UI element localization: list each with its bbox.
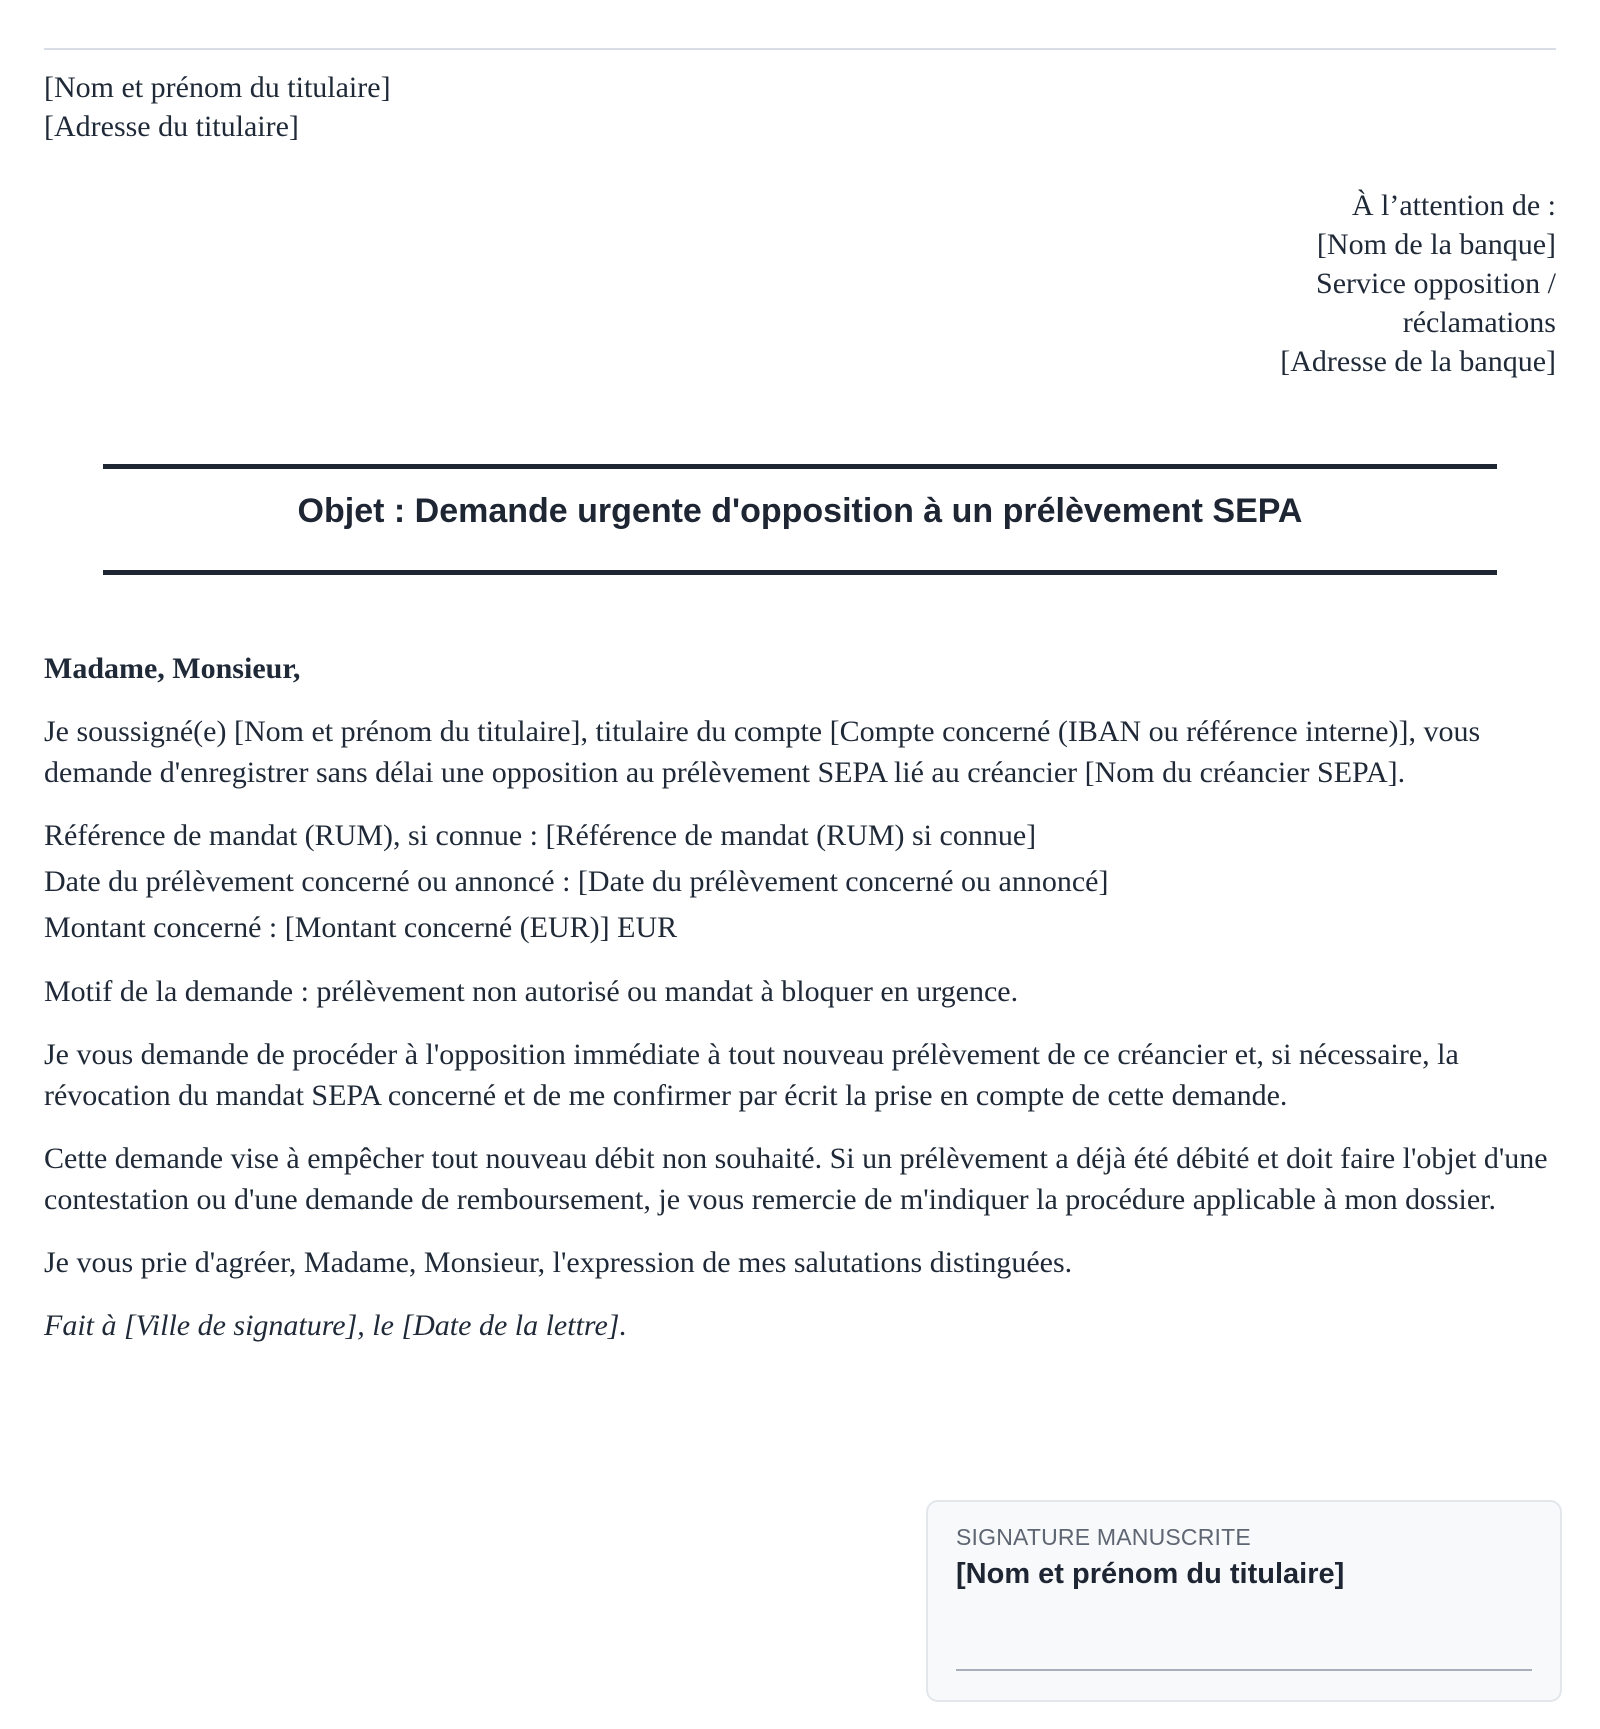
top-divider [44,48,1556,50]
reason-paragraph: Motif de la demande : prélèvement non autorisé ou mandat à bloquer en urgence. [44,975,1019,1008]
recipient-block [1226,186,1556,381]
intro-paragraph: Je soussigné(e) [Nom et prénom du titulaire], titulaire du compte [Compte concerné (IBAN ou référence interne)], vous demande d'enregistrer sans délai une opposition au prélèvement SEPA lié au créancier [Nom du créancier SEPA]. [44,715,1481,789]
signature-box [926,1500,1562,1702]
mandate-reference-line: Référence de mandat (RUM), si connue : [Référence de mandat (RUM) si connue] [44,819,1037,852]
amount-line: Montant concerné : [Montant concerné (EUR)] EUR [44,911,678,944]
sender-block [44,68,391,146]
debit-date-line: Date du prélèvement concerné ou annoncé : [Date du prélèvement concerné ou annoncé] [44,865,1109,898]
subject-top-rule [103,464,1497,469]
request-paragraph: Je vous demande de procéder à l'opposition immédiate à tout nouveau prélèvement de ce créancier et, si nécessaire, la révocation du mandat SEPA concerné et de me confirmer par écrit la prise en compte de cette demande. [44,1038,1459,1112]
salutation: Madame, Monsieur, [44,652,301,685]
request-details [44,813,1556,951]
signature-name: [Nom et prénom du titulaire] [956,1558,1345,1590]
recipient-bank-name: [Nom de la banque] [1316,228,1556,261]
subject-bottom-rule [103,570,1497,575]
sender-name: [Nom et prénom du titulaire] [44,71,391,104]
sender-address: [Adresse du titulaire] [44,110,299,143]
subject-block [103,464,1497,576]
signature-label: SIGNATURE MANUSCRITE [956,1524,1251,1550]
closing-paragraph: Je vous prie d'agréer, Madame, Monsieur, l'expression de mes salutations distinguées. [44,1246,1073,1279]
recipient-attention: À l’attention de : [1351,189,1556,222]
subject-title: Objet : Demande urgente d'opposition à un prélèvement SEPA [297,492,1303,530]
recipient-service-line-1: Service opposition / [1316,267,1556,300]
letter-body [44,648,1556,1346]
purpose-paragraph: Cette demande vise à empêcher tout nouveau débit non souhaité. Si un prélèvement a déjà été débité et doit faire l'objet d'une contestation ou d'une demande de remboursement, je vous remercie de m'indiquer la procédure applicable à mon dossier. [44,1142,1548,1216]
signature-line [956,1669,1532,1671]
recipient-bank-address: [Adresse de la banque] [1280,345,1556,378]
recipient-service-line-2: réclamations [1402,306,1556,339]
place-date-line: Fait à [Ville de signature], le [Date de la lettre]. [44,1309,627,1342]
